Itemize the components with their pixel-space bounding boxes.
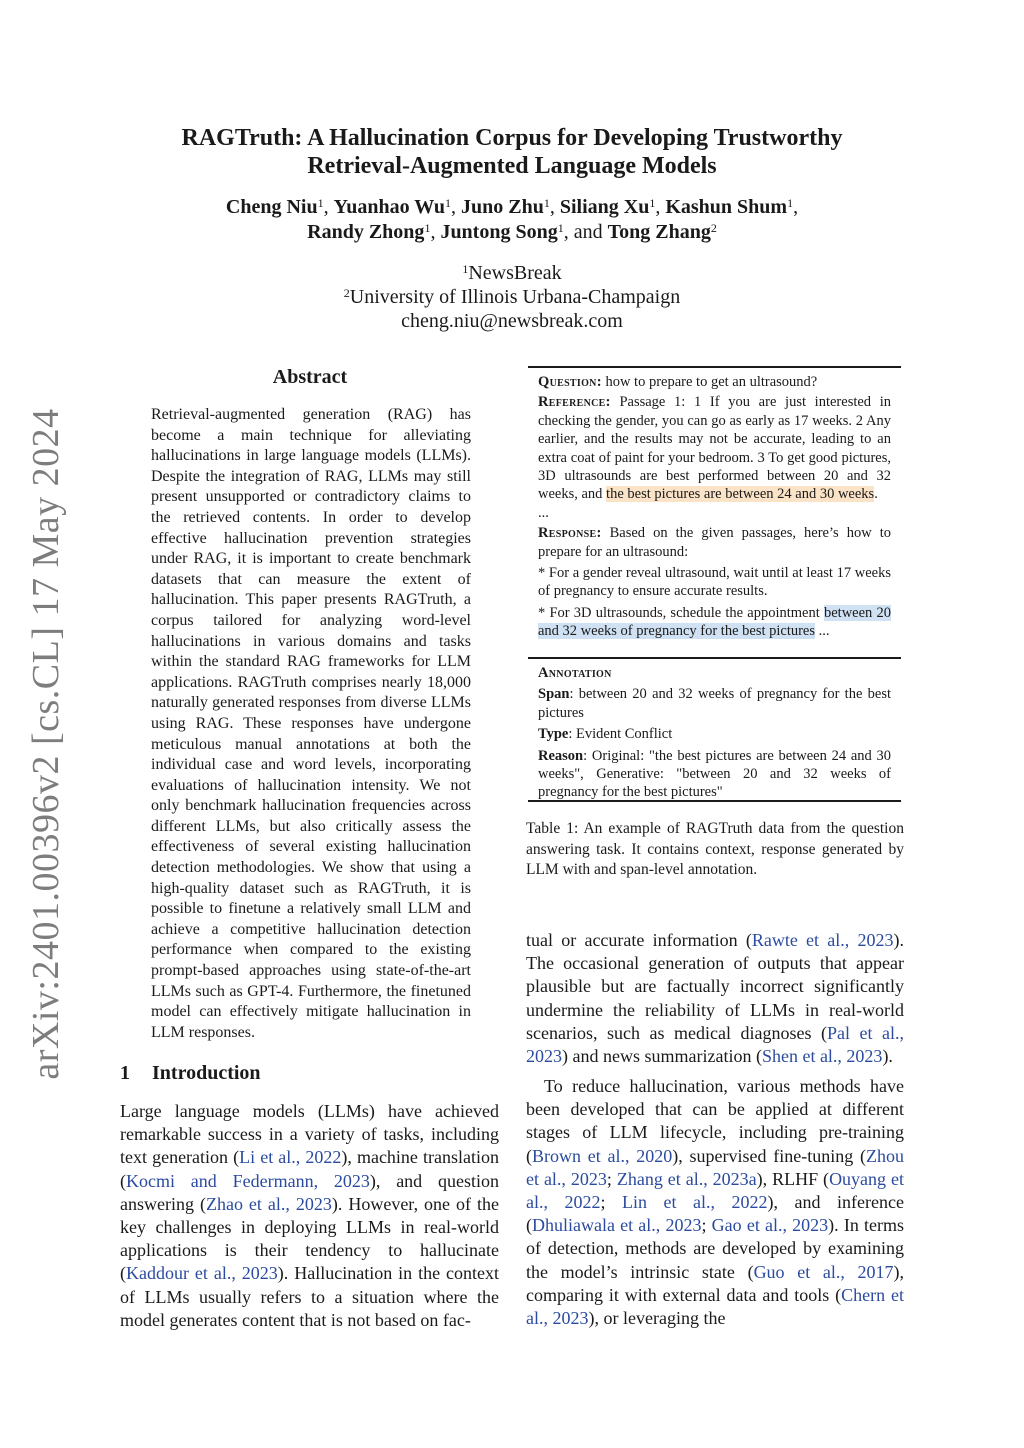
citation-link[interactable]: Guo et al., 2017 bbox=[753, 1261, 894, 1282]
author-name: Siliang Xu bbox=[559, 196, 650, 218]
intro-paragraph-1-continued: tual or accurate information (Rawte et al., 2023). The occasional generation of outputs that appear plausible but are factually incorrect significantly undermine the reliability of LLMs in real-world scenarios, such as medical diagnoses (Pal et al., 2023) and news summarization (Shen et al., 2023). bbox=[526, 930, 905, 1067]
author-name: Kashun Shum bbox=[665, 196, 788, 218]
affiliation-newsbreak: NewsBreak bbox=[468, 262, 562, 284]
paper-title bbox=[0, 124, 1024, 180]
citation-link[interactable]: Shen et al., 2023 bbox=[761, 1046, 883, 1067]
annotation-reason: Reason: Original: "the best pictures are between 24 and 30 weeks", Generative: "between 20 and 32 weeks of pregnancy for the best pictures" bbox=[538, 747, 891, 801]
contact-email: cheng.niu@newsbreak.com bbox=[401, 310, 623, 332]
response-highlight: between 20 and 32 weeks of pregnancy for the best pictures bbox=[538, 604, 892, 640]
affiliation-mark: 2 bbox=[710, 221, 717, 235]
author-name: Yuanhao Wu bbox=[333, 196, 445, 218]
affiliation-mark: 1 bbox=[543, 196, 550, 210]
author-name: Tong Zhang bbox=[607, 221, 711, 243]
author-name: Juno Zhu bbox=[461, 196, 544, 218]
citation-link[interactable]: Gao et al., 2023 bbox=[711, 1215, 829, 1236]
affiliation-mark: 1 bbox=[557, 221, 564, 235]
section-heading bbox=[120, 1062, 261, 1085]
affiliation-mark: 1 bbox=[787, 196, 794, 210]
table-ellipsis: ... bbox=[538, 504, 549, 521]
table-mid-rule bbox=[528, 657, 901, 659]
author-name: Randy Zhong bbox=[307, 221, 425, 243]
abstract-heading: Abstract bbox=[272, 366, 348, 388]
arxiv-identifier: arXiv:2401.00396v2 [cs.CL] 17 May 2024 bbox=[25, 408, 67, 1080]
citation-link[interactable]: Dhuliawala et al., 2023 bbox=[532, 1215, 702, 1236]
intro-paragraph-2: To reduce hallucination, various methods have been developed that can be applied at different stages of LLM lifecycle, including pre-training (Brown et al., 2020), supervised fine-tuning (Zhou et al., 2023; Zhang et al., 2023a), RLHF (Ouyang et al., 2022; Lin et al., 2022), and inference (Dhuliawala et al., 2023; Gao et al., 2023). In terms of detection, methods are developed by examining the model’s intrinsic state (Guo et al., 2017), comparing it with external data and tools (Chern et al., 2023), or leveraging the bbox=[526, 1076, 905, 1329]
author-name: Cheng Niu bbox=[225, 196, 318, 218]
citation-link[interactable]: Ouyang et al., 2022 bbox=[526, 1168, 904, 1213]
citation-link[interactable]: Chern et al., 2023 bbox=[526, 1284, 904, 1329]
table-reference: Reference: Passage 1: 1 If you are just interested in checking the gender, you can go as early as 17 weeks. 2 Any earlier, and the results may not be accurate, leading to an extra coat of paint for your bedroom. 3 To get good pictures, 3D ultrasounds are best performed between 20 and 32 weeks, and the best pictures are between 24 and 30 weeks. bbox=[538, 394, 892, 503]
table-caption: Table 1: An example of RAGTruth data from the question answering task. It contains context, response generated by LLM with and span-level annotation. bbox=[526, 820, 904, 879]
citation-link[interactable]: Brown et al., 2020 bbox=[532, 1145, 673, 1166]
table-annotation bbox=[538, 664, 891, 802]
author-list: Cheng Niu$^1$, Yuanhao Wu$^1$, Juno Zhu$^1$, Siliang Xu$^1$, Kashun Shum$^1$, Randy Zhong$^1$, Juntong Song$^1$, and Tong Zhang$^2$ bbox=[225, 196, 799, 243]
reference-highlight: the best pictures are between 24 and 30 weeks bbox=[606, 486, 875, 503]
annotation-heading: Annotation bbox=[538, 665, 612, 681]
citation-link[interactable]: Zhou et al., 2023 bbox=[526, 1145, 904, 1189]
affiliation-mark: 2 bbox=[343, 286, 350, 300]
response-bullet-1: * For a gender reveal ultrasound, wait until at least 17 weeks of pregnancy to ensure accurate results. bbox=[538, 565, 891, 600]
author-conjunction: and bbox=[573, 221, 603, 243]
table-question: Question: how to prepare to get an ultrasound? bbox=[538, 374, 818, 390]
annotation-type: Type: Evident Conflict bbox=[538, 726, 673, 743]
response-bullet-2: * For 3D ultrasounds, schedule the appointment between 20 and 32 weeks of pregnancy for the best pictures ... bbox=[538, 604, 892, 640]
citation-link[interactable]: Li et al., 2022 bbox=[239, 1147, 342, 1168]
table-example bbox=[538, 373, 891, 641]
affiliation-mark: 1 bbox=[317, 196, 324, 210]
affiliation-mark: 1 bbox=[445, 196, 451, 210]
section-title: Introduction bbox=[152, 1062, 261, 1084]
title-line-2: Retrieval-Augmented Language Models bbox=[307, 153, 717, 179]
affiliation-mark: 1 bbox=[649, 196, 656, 210]
affiliations bbox=[0, 261, 1024, 333]
annotation-span: Span: between 20 and 32 weeks of pregnancy for the best pictures bbox=[538, 686, 891, 721]
citation-link[interactable]: Rawte et al., 2023 bbox=[751, 930, 894, 950]
citation-link[interactable]: Zhao et al., 2023 bbox=[205, 1193, 332, 1214]
affiliation-mark: 1 bbox=[462, 262, 469, 276]
table-top-rule bbox=[528, 366, 901, 368]
title-line-1: RAGTruth: A Hallucination Corpus for Developing Trustworthy bbox=[181, 125, 843, 151]
table-response: Response: Based on the given passages, here’s how to prepare for an ultrasound: bbox=[538, 525, 891, 560]
section-number: 1 bbox=[120, 1062, 130, 1084]
citation-link[interactable]: Kaddour et al., 2023 bbox=[126, 1263, 278, 1284]
citation-link[interactable]: Kocmi and Federmann, 2023 bbox=[126, 1170, 370, 1191]
citation-link[interactable]: Lin et al., 2022 bbox=[622, 1192, 768, 1213]
affiliation-mark: 1 bbox=[424, 221, 431, 235]
affiliation-uiuc: University of Illinois Urbana-Champaign bbox=[349, 286, 681, 308]
abstract-text: Retrieval-augmented generation (RAG) has become a main technique for alleviating hallucinations in large language models (LLMs). Despite the integration of RAG, LLMs may still present unsupported or contradictory claims to the retrieved contents. In order to develop effective hallucination prevention strategies under RAG, it is important to create benchmark datasets that can measure the extent of hallucination. This paper presents RAGTruth, a corpus tailored for analyzing word-level hallucinations in various domains and tasks within the standard RAG frameworks for LLM applications. RAGTruth comprises nearly 18,000 naturally generated responses from diverse LLMs using RAG. These responses have undergone meticulous manual annotations at both the individual case and word levels, incorporating evaluations of hallucination intensity. We not only benchmark hallucination frequencies across different LLMs, but also critically assess the effectiveness of several existing hallucination detection methodologies. We show that using a high-quality dataset such as RAGTruth, it is possible to finetune a relatively small LLM and achieve a competitive hallucination detection performance when compared to the existing prompt-based approaches using state-of-the-art LLMs such as GPT-4. Furthermore, the finetuned model can effectively mitigate hallucination in LLM responses. bbox=[151, 406, 471, 1041]
table-bottom-rule bbox=[528, 800, 901, 802]
author-name: Juntong Song bbox=[440, 221, 558, 243]
citation-link[interactable]: Zhang et al., 2023a bbox=[616, 1168, 757, 1189]
intro-paragraph-1: Large language models (LLMs) have achieved remarkable success in a variety of tasks, including text generation (Li et al., 2022), machine translation (Kocmi and Federmann, 2023), and question answering (Zhao et al., 2023). However, one of the key challenges in deploying LLMs in real-world applications is their tendency to hallucinate (Kaddour et al., 2023). Hallucination in the context of LLMs usually refers to a situation where the model generates content that is not based on fac- bbox=[120, 1101, 500, 1330]
citation-link[interactable]: Pal et al., 2023 bbox=[526, 1022, 904, 1067]
